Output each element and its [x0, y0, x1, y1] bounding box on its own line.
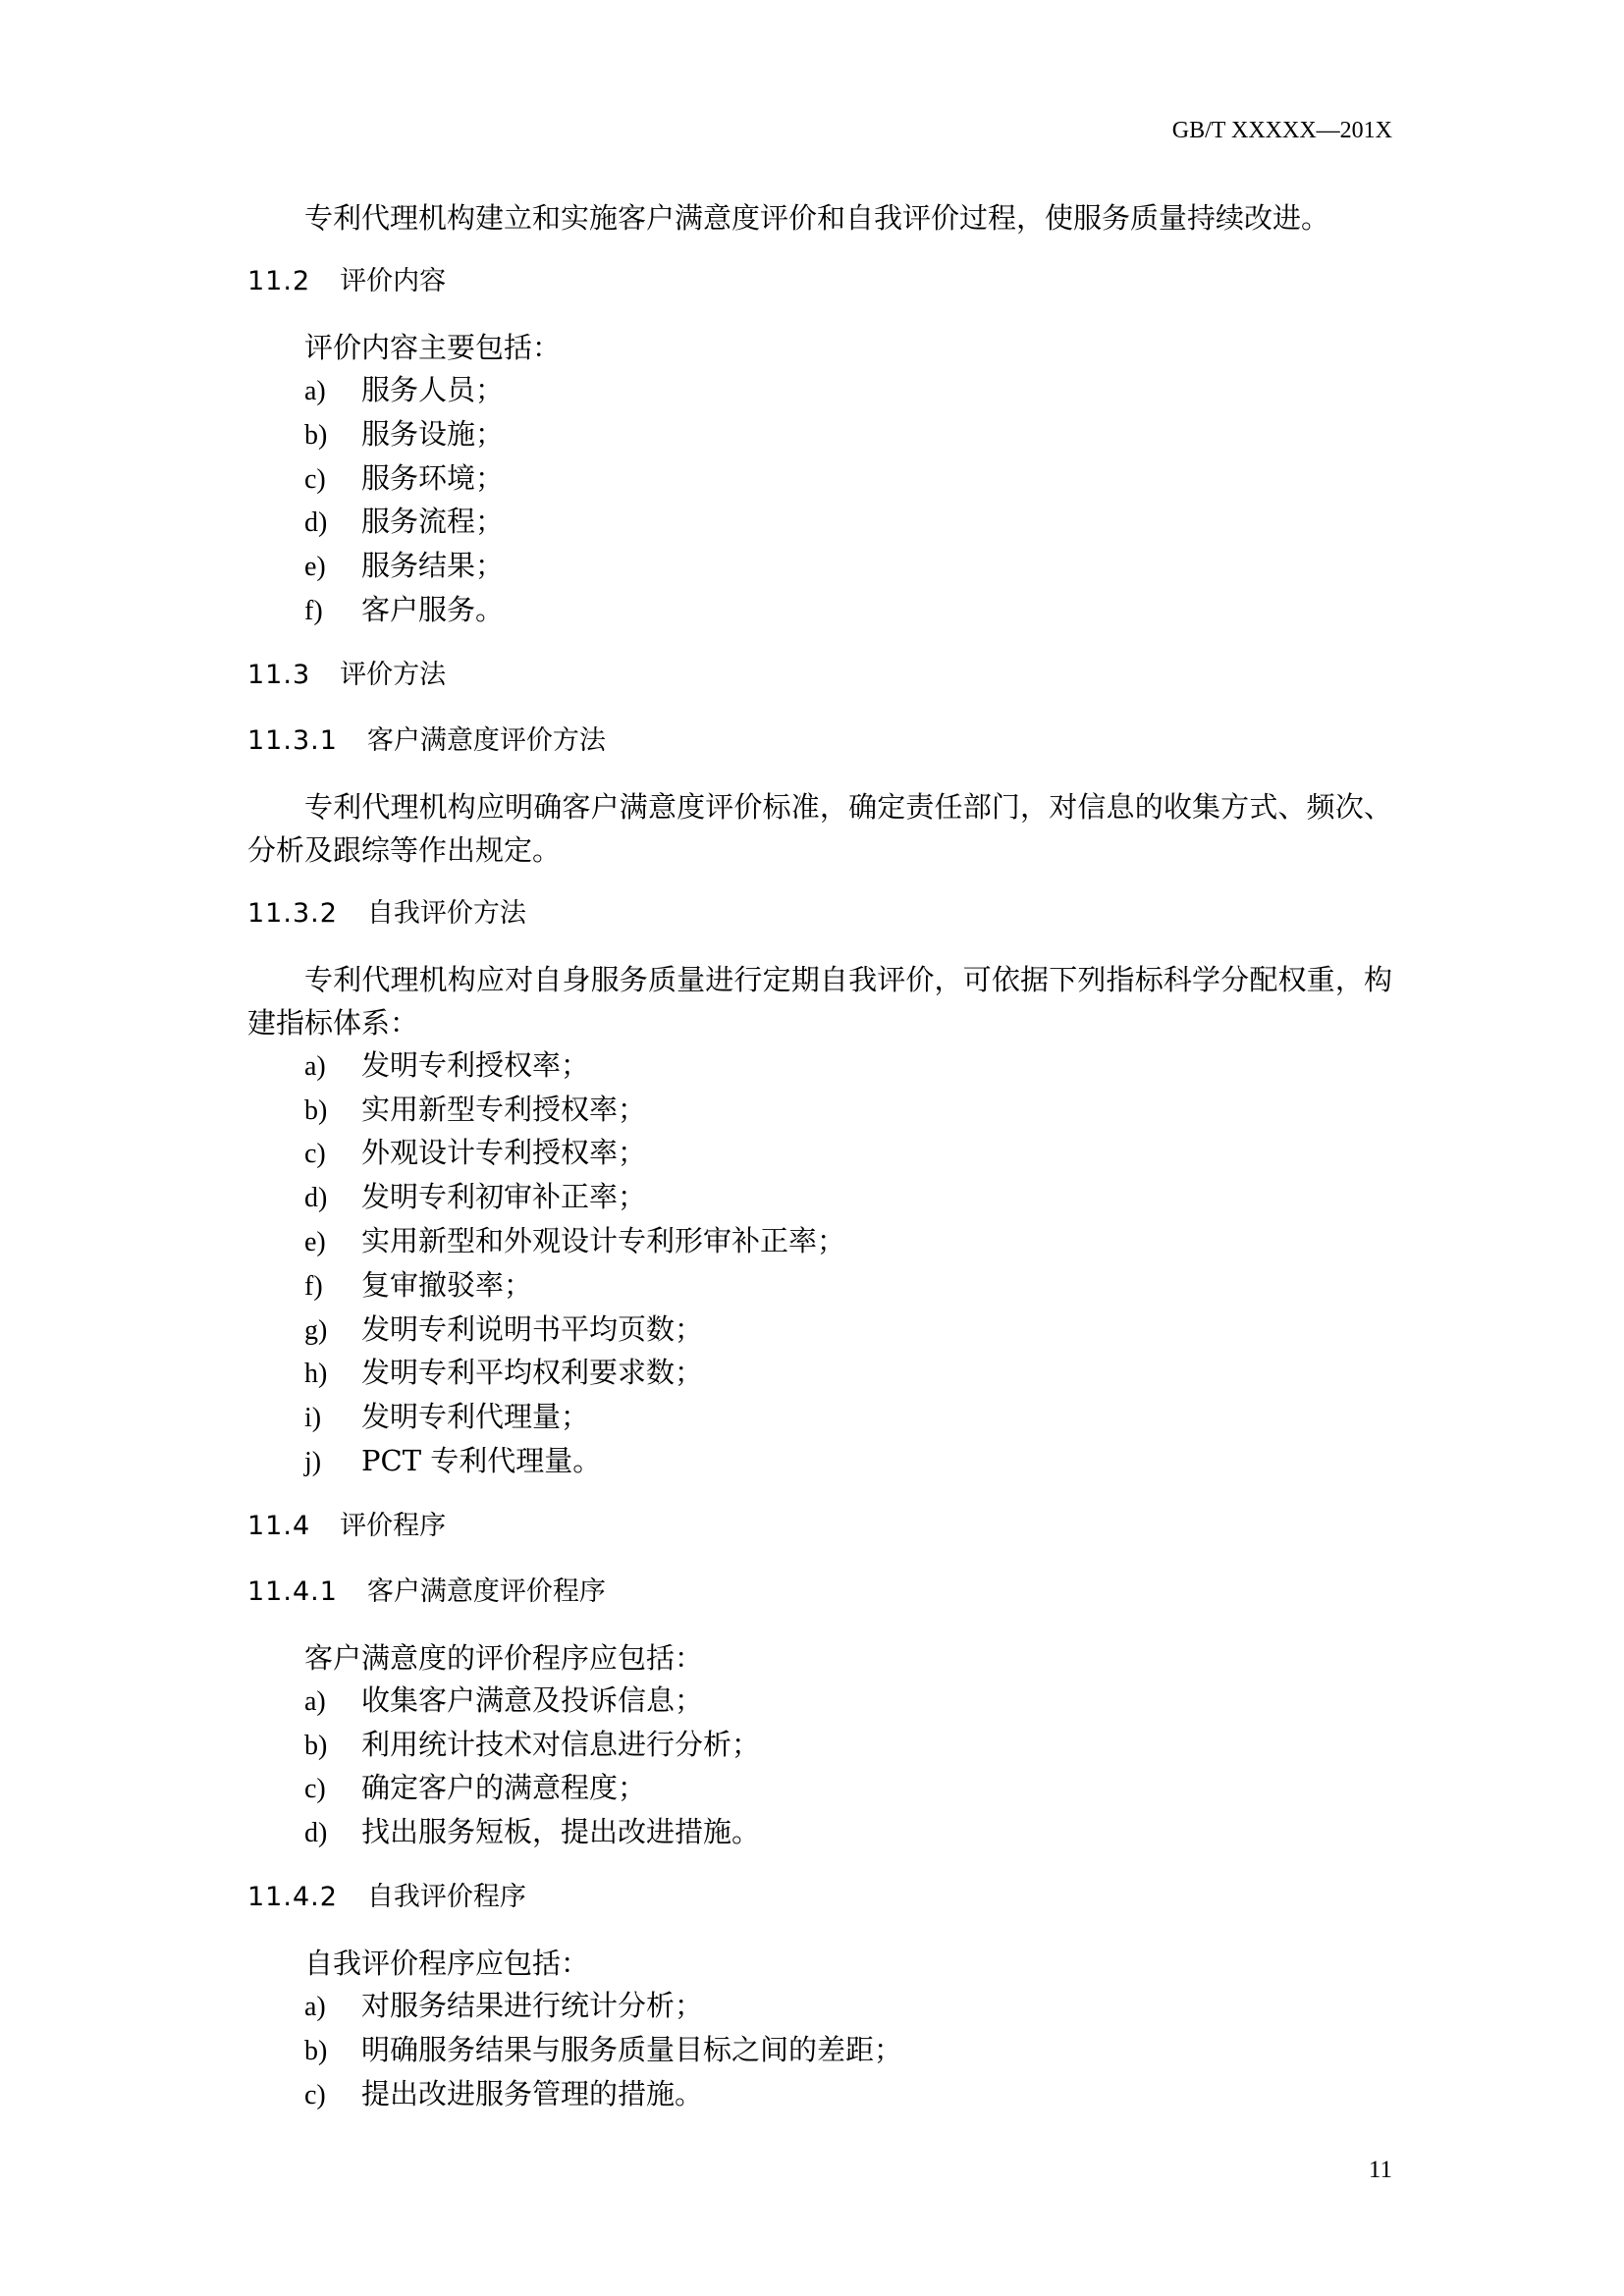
- list-item: [247, 589, 1392, 633]
- section-paragraph: 专利代理机构应明确客户满意度评价标准，确定责任部门，对信息的收集方式、频次、分析及跟综等作出规定。: [247, 789, 1392, 867]
- list-item: [247, 1132, 1392, 1176]
- list-item: [247, 1264, 1392, 1308]
- section-heading-11-3: [247, 654, 1392, 697]
- list-item-text: 发明专利平均权利要求数；: [361, 1356, 704, 1390]
- list-item: [247, 1680, 1392, 1724]
- section-heading-11-4: [247, 1505, 1392, 1548]
- list-item-text: 利用统计技术对信息进行分析；: [361, 1727, 761, 1761]
- section-title: 客户满意度评价程序: [366, 1575, 606, 1607]
- list-item: [247, 1985, 1392, 2029]
- list-item-marker: b): [304, 1095, 328, 1126]
- section-paragraph: 专利代理机构应对自身服务质量进行定期自我评价，可依据下列指标科学分配权重，构建指标体系：: [247, 962, 1392, 1040]
- list-item-marker: c): [304, 1774, 326, 1805]
- list-item-marker: a): [304, 376, 326, 406]
- list-item-marker: c): [304, 2079, 326, 2110]
- list-item-text: 确定客户的满意程度；: [361, 1771, 647, 1805]
- list-item: [247, 1352, 1392, 1396]
- list-item-marker: f): [304, 1270, 323, 1302]
- list-item: [247, 545, 1392, 589]
- list-item-text: 发明专利说明书平均页数；: [361, 1311, 704, 1346]
- list-item-marker: a): [304, 1050, 326, 1082]
- list-item-text: PCT 专利代理量。: [361, 1443, 602, 1477]
- list-item-marker: b): [304, 1730, 328, 1761]
- document-code: GB/T XXXXX—201X: [1171, 118, 1392, 143]
- list-item: [247, 1089, 1392, 1133]
- list-item: [247, 1440, 1392, 1484]
- section-title: 评价方法: [340, 659, 447, 690]
- list-item-marker: a): [304, 1991, 326, 2022]
- list-item-marker: d): [304, 1818, 328, 1849]
- section-number: 11.4.2: [247, 1881, 338, 1912]
- list-item-marker: c): [304, 463, 326, 495]
- document-body: [247, 196, 1392, 2116]
- list-item: [247, 1308, 1392, 1353]
- self-evaluation-indicator-list: [247, 1044, 1392, 1484]
- list-item-marker: j): [304, 1446, 322, 1477]
- list-item: [247, 1176, 1392, 1220]
- list-item-marker: h): [304, 1359, 328, 1390]
- list-item-text: 服务流程；: [361, 505, 505, 539]
- list-item-text: 实用新型和外观设计专利形审补正率；: [361, 1223, 846, 1257]
- intro-paragraph: 专利代理机构建立和实施客户满意度评价和自我评价过程，使服务质量持续改进。: [304, 201, 1330, 235]
- section-heading-11-4-2: [247, 1876, 1392, 1919]
- list-item-marker: d): [304, 1183, 328, 1214]
- list-item: [247, 2073, 1392, 2117]
- list-item: [247, 1044, 1392, 1089]
- list-item-marker: c): [304, 1139, 326, 1170]
- page-number: 11: [1368, 2157, 1392, 2183]
- section-title: 评价程序: [340, 1510, 447, 1541]
- list-item-marker: b): [304, 2035, 328, 2066]
- list-item: [247, 369, 1392, 413]
- list-item-text: 复审撤驳率；: [361, 1267, 533, 1302]
- section-intro: 评价内容主要包括：: [304, 331, 562, 364]
- list-item-text: 提出改进服务管理的措施。: [361, 2076, 704, 2110]
- section-intro: 客户满意度的评价程序应包括：: [304, 1640, 704, 1675]
- section-heading-11-3-2: [247, 892, 1392, 935]
- section-heading-11-4-1: [247, 1571, 1392, 1614]
- list-item: [247, 2029, 1392, 2073]
- list-item-text: 实用新型专利授权率；: [361, 1092, 647, 1126]
- list-item: [247, 501, 1392, 545]
- section-heading-11-3-1: [247, 720, 1392, 763]
- list-item-text: 服务环境；: [361, 460, 505, 495]
- list-item: [247, 1220, 1392, 1264]
- list-item-text: 发明专利初审补正率；: [361, 1180, 647, 1214]
- list-item: [247, 1811, 1392, 1855]
- section-number: 11.2: [247, 266, 311, 296]
- list-item-marker: g): [304, 1314, 328, 1346]
- section-number: 11.3: [247, 659, 311, 690]
- list-item-text: 收集客户满意及投诉信息；: [361, 1682, 704, 1717]
- list-item-marker: e): [304, 1226, 326, 1257]
- list-item: [247, 413, 1392, 457]
- section-number: 11.3.2: [247, 897, 338, 929]
- section-title: 自我评价程序: [366, 1881, 526, 1912]
- list-item: [247, 457, 1392, 502]
- list-item-text: 找出服务短板，提出改进措施。: [361, 1815, 761, 1849]
- list-item-text: 客户服务。: [361, 592, 505, 626]
- list-item-text: 明确服务结果与服务质量目标之间的差距；: [361, 2032, 903, 2066]
- section-title: 客户满意度评价方法: [366, 724, 606, 756]
- list-item-marker: f): [304, 595, 323, 626]
- section-heading-11-2: [247, 260, 1392, 303]
- list-item-text: 服务结果；: [361, 549, 505, 583]
- list-item-text: 发明专利授权率；: [361, 1047, 590, 1082]
- list-item: [247, 1396, 1392, 1440]
- list-item-marker: b): [304, 419, 328, 451]
- list-item-text: 服务人员；: [361, 373, 505, 406]
- section-title: 自我评价方法: [366, 897, 526, 929]
- list-item-marker: d): [304, 507, 328, 539]
- list-item: [247, 1724, 1392, 1768]
- section-intro: 自我评价程序应包括：: [304, 1946, 590, 1980]
- section-number: 11.3.1: [247, 724, 338, 756]
- section-number: 11.4.1: [247, 1575, 338, 1607]
- section-number: 11.4: [247, 1510, 311, 1541]
- list-item-marker: i): [304, 1403, 322, 1434]
- self-evaluation-procedure-list: [247, 1985, 1392, 2116]
- list-item-text: 服务设施；: [361, 416, 505, 451]
- list-item-marker: a): [304, 1685, 326, 1717]
- section-title: 评价内容: [340, 266, 447, 296]
- satisfaction-procedure-list: [247, 1680, 1392, 1855]
- evaluation-content-list: [247, 369, 1392, 633]
- list-item-marker: e): [304, 552, 326, 583]
- list-item-text: 对服务结果进行统计分析；: [361, 1988, 704, 2022]
- list-item-text: 发明专利代理量；: [361, 1400, 590, 1434]
- list-item-text: 外观设计专利授权率；: [361, 1136, 647, 1170]
- list-item: [247, 1767, 1392, 1811]
